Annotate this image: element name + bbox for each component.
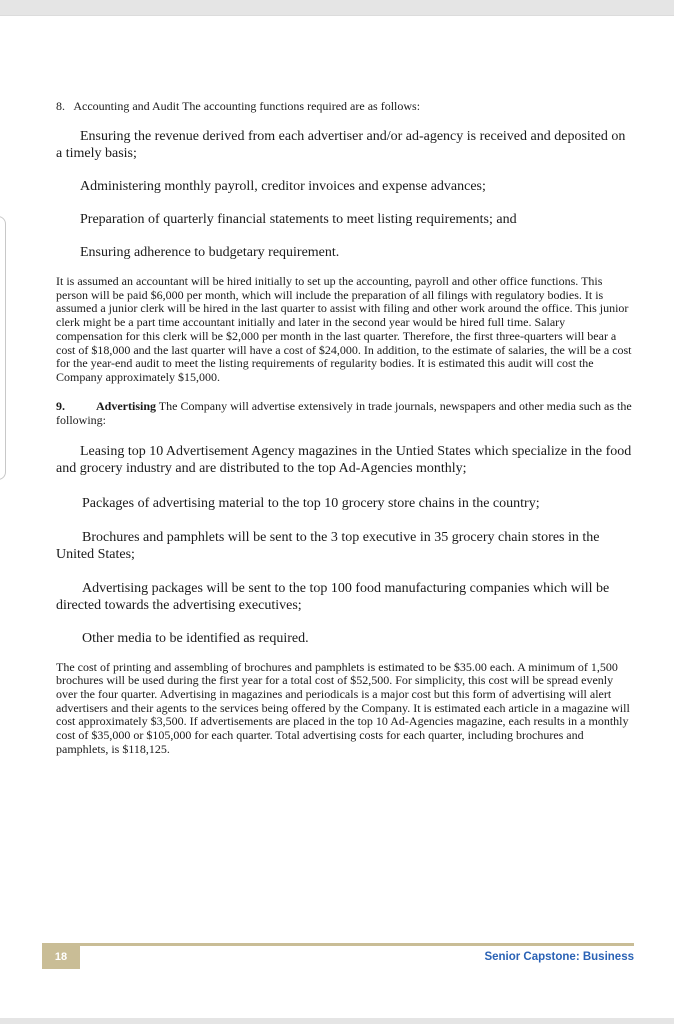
footer-title: Senior Capstone: Business (484, 951, 634, 963)
section-8-item-3: Preparation of quarterly financial statements to meet listing requirements; and (80, 212, 517, 227)
section-9-item-3: Brochures and pamphlets will be sent to the 3 top executive in 35 grocery chain stores in the United States; (56, 529, 600, 562)
page-number: 18 (42, 946, 80, 969)
section-8-item-2: Administering monthly payroll, creditor invoices and expense advances; (80, 179, 486, 194)
section-8-heading: 8. Accounting and Audit The accounting functions required are as follows: (56, 99, 421, 113)
footer-rule (42, 943, 634, 946)
section-9-item-2: Packages of advertising material to the top 10 grocery store chains in the country; (82, 495, 540, 511)
section-9-item-1: Leasing top 10 Advertisement Agency magazines in the Untied States which specialize in the food and grocery industry and are distributed to the top Ad-Agencies monthly; (56, 443, 632, 476)
side-scroll-tab[interactable] (0, 216, 6, 480)
section-9-intro: The Company will advertise extensively in trade journals, newspapers and other media such as the following: (56, 398, 632, 427)
section-9-item-5: Other media to be identified as required. (82, 630, 309, 646)
section-9-item-4: Advertising packages will be sent to the top 100 food manufacturing companies which will be directed towards the advertising executives; (56, 580, 610, 613)
section-9-paragraph: The cost of printing and assembling of brochures and pamphlets is estimated to be $35.00 each. A minimum of 1,500 brochures will be used during the first year for a total cost of $52,500. For simplicity, this cost will be spread evenly over the four quarter. Advertising in magazines and periodicals is a major cost but this form of advertising will alert advertisers and their agents to the services being offered by the Company. It is estimated each article in a magazine will cost approximately $3,500. If advertisements are placed in the top 10 Ad-Agencies magazine, each results in a monthly cost of $35,000 or $105,000 for each quarter. Total advertising costs for each quarter, including brochures and pamphlets, is $118,125. (56, 659, 630, 756)
section-8-item-4: Ensuring adherence to budgetary requirement. (80, 245, 340, 260)
section-9-number: 9. (56, 398, 65, 413)
section-9-title: Advertising (96, 398, 156, 413)
section-8-item-1: Ensuring the revenue derived from each advertiser and/or ad-agency is received and deposited on a timely basis; (56, 129, 626, 161)
section-8-paragraph: It is assumed an accountant will be hired initially to set up the accounting, payroll and other office functions. This person will be paid $6,000 per month, which will include the preparation of all filings with regulatory bodies. It is assumed a junior clerk will be hired in the last quarter to assist with filing and other work around the office. This junior clerk might be a part time accountant initially and later in the second year would be hired full time. Salary compensation for this clerk will be $2,000 per month in the last quarter. Therefore, the first three-quarters will bear a cost of $18,000 and the last quarter will have a cost of $24,000. In addition, to the estimate of salaries, the will be a cost for the year-end audit to meet the listing requirements of regularity bodies. It is estimated this audit will cost the Company approximately $15,000. (56, 274, 632, 384)
section-9-heading (56, 399, 632, 427)
page-content (56, 99, 632, 757)
document-page (0, 15, 674, 1018)
